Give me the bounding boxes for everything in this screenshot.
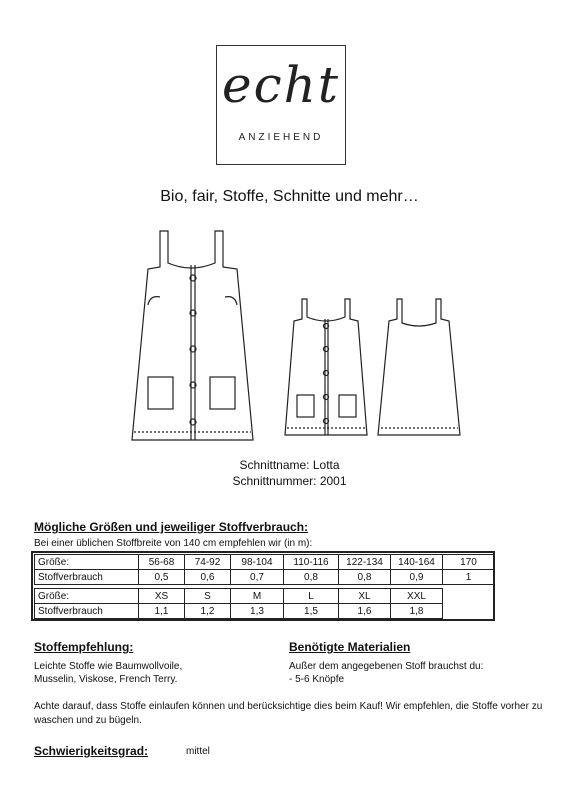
- washing-notice: Achte darauf, dass Stoffe einlaufen können und berücksichtige dies beim Kauf! Wir empfehlen, die Stoffe vorher zu waschen und zu bügeln.: [34, 701, 543, 726]
- table-cell: 170: [443, 555, 495, 570]
- table-cell: 0,9: [391, 570, 443, 585]
- table-cell: 1: [443, 570, 495, 585]
- table-cell: Stoffverbrauch: [35, 570, 139, 585]
- fabric-width-note: Bei einer üblichen Stoffbreite von 140 cm empfehlen wir (in m):: [34, 538, 313, 549]
- materials-line: - 5-6 Knöpfe: [289, 674, 345, 685]
- table-cell: 110-116: [284, 555, 339, 570]
- table-cell: Größe:: [35, 555, 139, 570]
- tagline: Bio, fair, Stoffe, Schnitte und mehr…: [160, 188, 419, 205]
- sizes-heading: Mögliche Größen und jeweiliger Stoffverbrauch:: [34, 520, 309, 534]
- table-cell: 98-104: [231, 555, 284, 570]
- garment-illustrations: [0, 225, 579, 455]
- table-cell: 74-92: [185, 555, 231, 570]
- table-row: [35, 604, 443, 619]
- back-dress: [378, 299, 460, 435]
- table-cell: Stoffverbrauch: [35, 604, 139, 619]
- table-cell: 1,8: [391, 604, 443, 619]
- table-cell: 0,5: [139, 570, 185, 585]
- table-cell: M: [231, 589, 284, 604]
- table-row: [35, 589, 443, 604]
- table-cell: 56-68: [139, 555, 185, 570]
- table-cell: Größe:: [35, 589, 139, 604]
- logo-script: echt: [222, 56, 340, 114]
- fabric-recommendation-title: Stoffempfehlung:: [34, 640, 134, 654]
- table-cell: 0,6: [185, 570, 231, 585]
- table-cell: 1,6: [339, 604, 391, 619]
- size-table-adults: [34, 588, 443, 619]
- table-cell: 0,7: [231, 570, 284, 585]
- table-cell: 1,5: [284, 604, 339, 619]
- table-cell: L: [284, 589, 339, 604]
- size-table-kids: [34, 554, 495, 585]
- table-cell: 1,3: [231, 604, 284, 619]
- materials-line: Außer dem angegebenen Stoff brauchst du:: [289, 661, 484, 672]
- table-cell: 1,2: [185, 604, 231, 619]
- brand-logo: [216, 45, 346, 165]
- table-cell: 1,1: [139, 604, 185, 619]
- table-cell: XL: [339, 589, 391, 604]
- front-dress-large: [132, 231, 253, 440]
- pattern-name: Schnittname: Lotta: [239, 458, 340, 472]
- front-dress-small: [285, 299, 367, 435]
- table-row: [35, 555, 495, 570]
- table-cell: XS: [139, 589, 185, 604]
- pattern-number: Schnittnummer: 2001: [232, 474, 347, 488]
- required-materials: [289, 640, 483, 686]
- pattern-info: [0, 457, 579, 489]
- table-cell: 0,8: [284, 570, 339, 585]
- table-cell: XXL: [391, 589, 443, 604]
- fabric-recommendation-line: Leichte Stoffe wie Baumwollvoile,: [34, 661, 183, 672]
- table-cell: S: [185, 589, 231, 604]
- materials-title: Benötigte Materialien: [289, 640, 411, 654]
- table-row: [35, 570, 495, 585]
- table-cell: 122-134: [339, 555, 391, 570]
- difficulty-label: Schwierigkeitsgrad:: [34, 744, 149, 758]
- logo-subtitle: ANZIEHEND: [238, 132, 324, 143]
- table-cell: 0,8: [339, 570, 391, 585]
- table-cell: 140-164: [391, 555, 443, 570]
- fabric-recommendation: [34, 640, 182, 686]
- fabric-recommendation-line: Musselin, Viskose, French Terry.: [34, 674, 178, 685]
- difficulty-value: mittel: [186, 746, 210, 757]
